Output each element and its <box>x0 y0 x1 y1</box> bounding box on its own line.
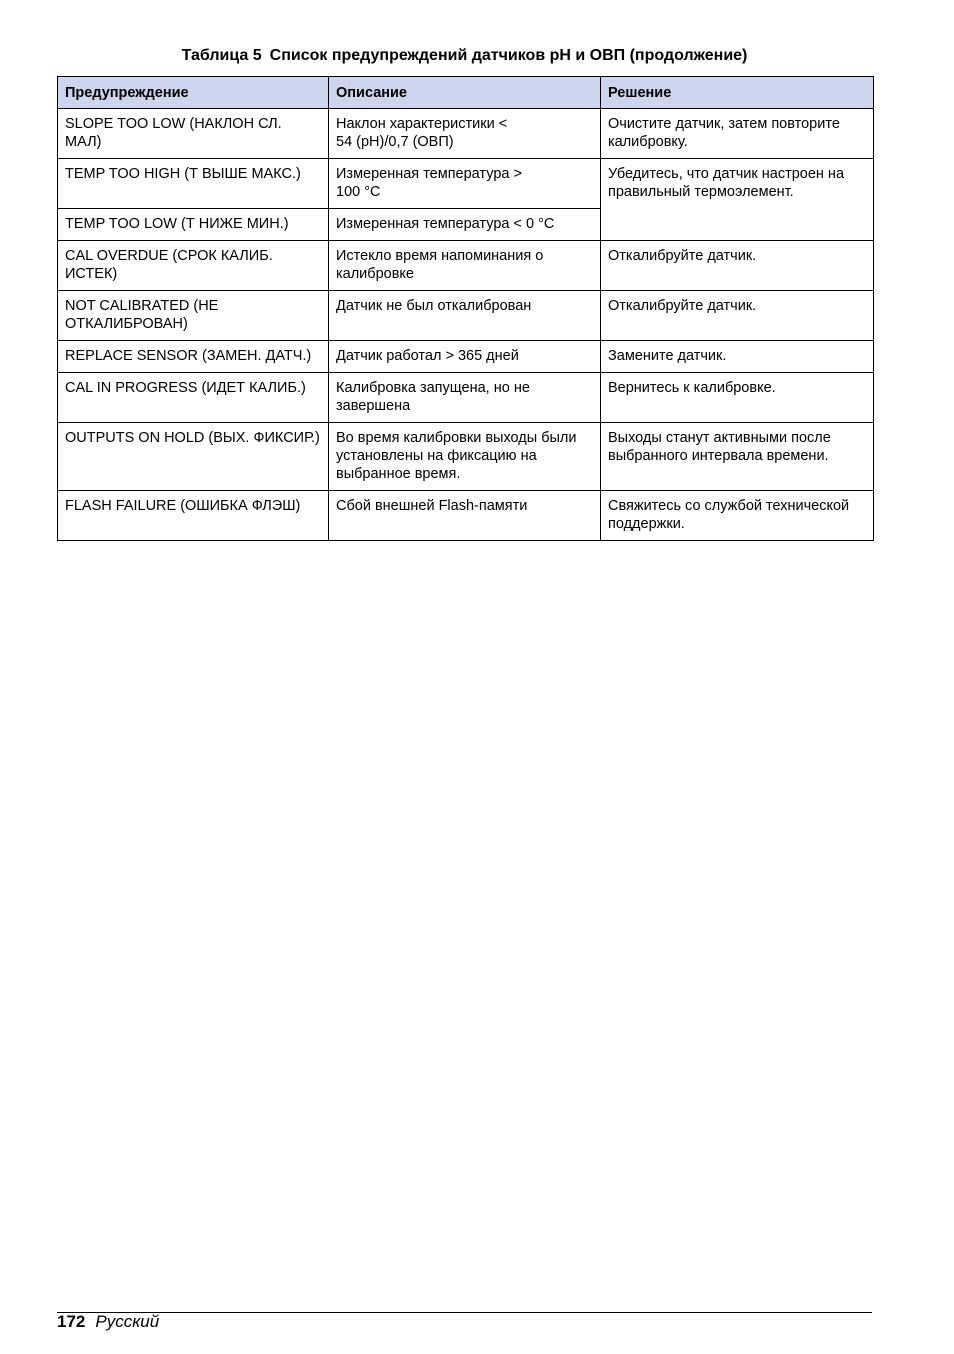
page-number: 172 <box>57 1312 86 1331</box>
description-cell: Во время калибровки выходы были установлены на фиксацию на выбранное время. <box>329 423 601 491</box>
warning-cell: NOT CALIBRATED (НЕ ОТКАЛИБРОВАН) <box>58 291 329 341</box>
solution-cell: Выходы станут активными после выбранного интервала времени. <box>601 423 874 491</box>
warning-cell: CAL IN PROGRESS (ИДЕТ КАЛИБ.) <box>58 373 329 423</box>
solution-cell: Замените датчик. <box>601 341 874 373</box>
description-cell: Измеренная температура > 100 °C <box>329 159 601 209</box>
description-cell: Сбой внешней Flash-памяти <box>329 491 601 541</box>
warning-cell: OUTPUTS ON HOLD (ВЫХ. ФИКСИР.) <box>58 423 329 491</box>
warning-cell: TEMP TOO HIGH (Т ВЫШЕ МАКС.) <box>58 159 329 209</box>
table-row <box>58 491 874 541</box>
table-row <box>58 423 874 491</box>
warning-cell: SLOPE TOO LOW (НАКЛОН СЛ. МАЛ) <box>58 109 329 159</box>
solution-cell: Вернитесь к калибровке. <box>601 373 874 423</box>
description-cell: Датчик работал > 365 дней <box>329 341 601 373</box>
table-row <box>58 373 874 423</box>
description-cell: Калибровка запущена, но не завершена <box>329 373 601 423</box>
table-row <box>58 109 874 159</box>
table-row <box>58 341 874 373</box>
table-row <box>58 159 874 209</box>
table-row <box>58 241 874 291</box>
solution-cell: Откалибруйте датчик. <box>601 291 874 341</box>
header-description: Описание <box>329 77 601 109</box>
warning-cell: CAL OVERDUE (СРОК КАЛИБ. ИСТЕК) <box>58 241 329 291</box>
solution-cell: Свяжитесь со службой технической поддержки. <box>601 491 874 541</box>
table-caption-title: Список предупреждений датчиков pH и ОВП (продолжение) <box>269 47 748 64</box>
table-row <box>58 291 874 341</box>
description-cell: Датчик не был откалиброван <box>329 291 601 341</box>
description-cell: Истекло время напоминания о калибровке <box>329 241 601 291</box>
description-cell: Измеренная температура < 0 °C <box>329 209 601 241</box>
table-header-row <box>58 77 874 109</box>
warning-cell: REPLACE SENSOR (ЗАМЕН. ДАТЧ.) <box>58 341 329 373</box>
table-caption <box>57 46 872 66</box>
solution-cell: Убедитесь, что датчик настроен на правильный термоэлемент. <box>601 159 874 241</box>
warning-cell: TEMP TOO LOW (Т НИЖЕ МИН.) <box>58 209 329 241</box>
warnings-table <box>57 76 874 541</box>
solution-cell: Очистите датчик, затем повторите калибровку. <box>601 109 874 159</box>
header-solution: Решение <box>601 77 874 109</box>
page-footer <box>57 1312 159 1332</box>
footer-language: Русский <box>95 1312 160 1331</box>
description-cell: Наклон характеристики < 54 (pH)/0,7 (ОВП) <box>329 109 601 159</box>
header-warning: Предупреждение <box>58 77 329 109</box>
solution-cell: Откалибруйте датчик. <box>601 241 874 291</box>
footer-divider <box>57 1312 872 1313</box>
warning-cell: FLASH FAILURE (ОШИБКА ФЛЭШ) <box>58 491 329 541</box>
table-caption-number: Таблица 5 <box>181 47 262 64</box>
